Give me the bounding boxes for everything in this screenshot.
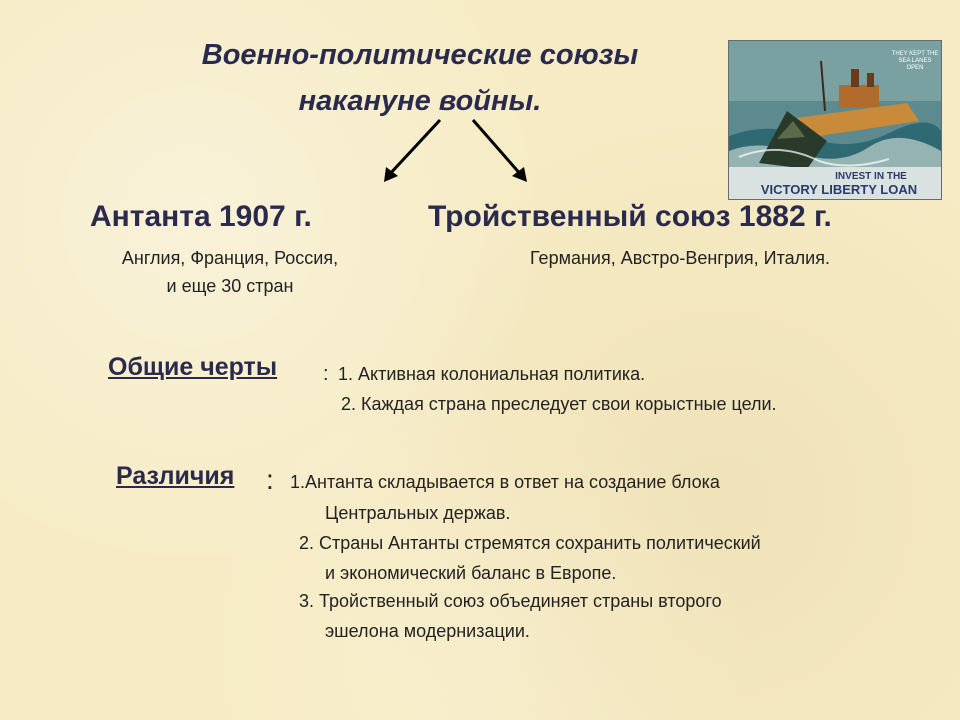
difference-1-line-1: 1.Антанта складывается в ответ на создание блока (290, 472, 720, 492)
liberty-loan-poster (728, 40, 942, 200)
poster-top-line-1: THEY KEPT THE (891, 51, 939, 57)
common-feature-1: 1. Активная колониальная политика. (338, 364, 646, 384)
entente-members-line-2: и еще 30 стран (166, 276, 294, 296)
difference-1-line-2: Центральных держав. (325, 503, 511, 523)
entente-members (70, 244, 390, 300)
difference-3-line-2: эшелона модернизации. (325, 621, 530, 641)
entente-title: Антанта 1907 г. (90, 200, 312, 233)
slide-title (100, 32, 740, 124)
entente-members-line-1: Англия, Франция, Россия, (121, 248, 339, 268)
common-features-colon: : (323, 363, 329, 385)
poster-caption-line-1: INVEST IN THE (835, 171, 907, 182)
poster-top-line-2: SEA LANES (898, 58, 932, 64)
triple-alliance-title: Тройственный союз 1882 г. (428, 200, 832, 233)
difference-2-line-2: и экономический баланс в Европе. (325, 563, 617, 583)
title-line-2: накануне войны. (298, 85, 542, 117)
title-line-1: Военно-политические союзы (201, 39, 639, 71)
difference-2-line-1: 2. Страны Антанты стремятся сохранить политический (299, 533, 761, 553)
common-feature-2: 2. Каждая страна преследует свои корыстные цели. (341, 394, 777, 414)
poster-caption-line-2: VICTORY LIBERTY LOAN (760, 182, 918, 197)
differences-colon: : (266, 464, 274, 495)
differences-heading: Различия (116, 462, 235, 490)
difference-3-line-1: 3. Тройственный союз объединяет страны второго (299, 591, 722, 611)
poster-top-line-3: OPEN (906, 65, 924, 71)
split-arrows (370, 112, 550, 188)
common-features-heading: Общие черты (108, 353, 278, 381)
arrow-right-icon (473, 120, 527, 182)
triple-alliance-members: Германия, Австро-Венгрия, Италия. (530, 248, 830, 268)
arrow-left-icon (384, 120, 440, 182)
